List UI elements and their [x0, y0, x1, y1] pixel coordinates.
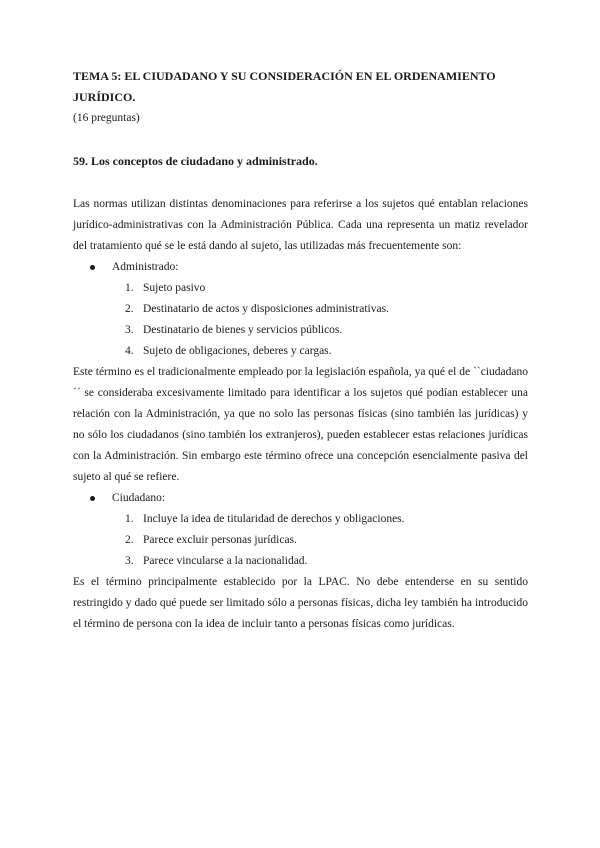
bullet-item-administrado	[90, 257, 528, 278]
intro-paragraph: Las normas utilizan distintas denominaciones para referirse a los sujetos qué entablan relaciones jurídico-administrativas con la Administración Pública. Cada una representa un matiz revelador del tratamiento qué se le está dando al sujeto, las utilizadas más frecuentemente son:	[73, 198, 528, 252]
list-item	[125, 551, 528, 572]
administrado-paragraph: Este término es el tradicionalmente empleado por la legislación española, ya qué el de ``ciudadano´´ se consideraba excesivamente limitado para identificar a los sujetos qué podían establecer una relación con la Administración, ya que no solo las personas físicas (sino también las jurídicas) y no sólo los ciudadanos (sino también los extranjeros), pueden establecer estas relaciones jurídicas con la Administración. Sin embargo este término ofrece una concepción esencialmente pasiva del sujeto al qué se refiere.	[73, 366, 528, 483]
list-item	[125, 509, 528, 530]
bullet-label: Administrado:	[112, 261, 179, 273]
list-item	[125, 320, 528, 341]
list-item-text: Parece excluir personas jurídicas.	[143, 534, 297, 546]
list-number: 3.	[125, 555, 134, 567]
list-number: 2.	[125, 303, 134, 315]
bullet-item-ciudadano	[90, 488, 528, 509]
list-item-text: Incluye la idea de titularidad de derechos y obligaciones.	[143, 513, 405, 525]
numbered-list-administrado	[73, 278, 528, 362]
list-item-text: Destinatario de actos y disposiciones administrativas.	[143, 303, 389, 315]
list-item-text: Destinatario de bienes y servicios públicos.	[143, 324, 343, 336]
question-count: (16 preguntas)	[73, 112, 140, 124]
list-item	[125, 341, 528, 362]
bullet-label: Ciudadano:	[112, 492, 166, 504]
list-number: 4.	[125, 345, 134, 357]
bullet-dot-icon	[90, 496, 95, 501]
document-title: TEMA 5: EL CIUDADANO Y SU CONSIDERACIÓN EN EL ORDENAMIENTO JURÍDICO.	[73, 69, 496, 104]
list-number: 2.	[125, 534, 134, 546]
bullet-list-administrado	[73, 257, 528, 278]
list-item-text: Sujeto pasivo	[143, 282, 206, 294]
list-number: 1.	[125, 513, 134, 525]
list-item	[125, 299, 528, 320]
list-item-text: Parece vincularse a la nacionalidad.	[143, 555, 308, 567]
list-item	[125, 278, 528, 299]
list-item	[125, 530, 528, 551]
numbered-list-ciudadano	[73, 509, 528, 572]
section-heading: 59. Los conceptos de ciudadano y administrado.	[73, 154, 318, 168]
list-number: 3.	[125, 324, 134, 336]
bullet-dot-icon	[90, 265, 95, 270]
ciudadano-paragraph: Es el término principalmente establecido por la LPAC. No debe entenderse en su sentido restringido y dado qué puede ser limitado sólo a personas físicas, dicha ley también ha introducido el término de persona con la idea de incluir tanto a personas físicas como jurídicas.	[73, 576, 528, 630]
list-item-text: Sujeto de obligaciones, deberes y cargas.	[143, 345, 332, 357]
list-number: 1.	[125, 282, 134, 294]
document-page	[73, 66, 528, 635]
bullet-list-ciudadano	[73, 488, 528, 509]
